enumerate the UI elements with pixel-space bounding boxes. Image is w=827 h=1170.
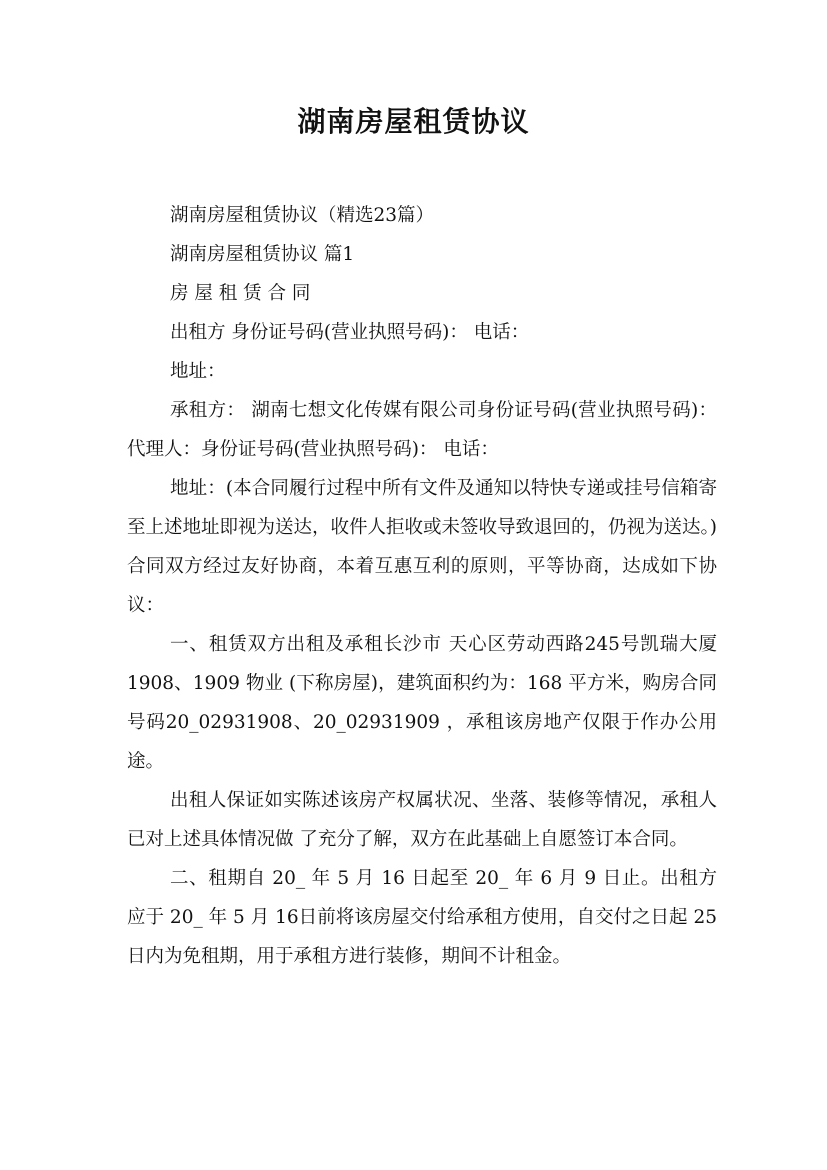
- document-title: 湖南房屋租赁协议: [297, 105, 530, 138]
- paragraph-contract-heading: 房 屋 租 赁 合 同: [170, 283, 311, 304]
- paragraph-lessor-address: 地址：: [170, 361, 226, 382]
- paragraph-clause-2: 二、租期自 20_ 年 5 月 16 日起至 20_ 年 6 月 9 日止。出租方 应于 20_ 年 5 月 16日前将该房屋交付给承租方使用，自交付之日起 25 日内为免租期，用于承租方进行装修，期间不计租金。: [127, 868, 717, 967]
- document-body: [127, 196, 717, 976]
- paragraph-lessee: 承租方： 湖南七想文化传媒有限公司身份证号码(营业执照号码)： 代理人：身份证号码(营业执照号码)： 电话：: [127, 400, 717, 460]
- paragraph-section-heading: 湖南房屋租赁协议 篇1: [170, 244, 355, 265]
- paragraph-lessor-guarantee: 出租人保证如实陈述该房产权属状况、坐落、装修等情况，承租人已对上述具体情况做 了充分了解，双方在此基础上自愿签订本合同。: [127, 790, 717, 850]
- paragraph-subtitle: 湖南房屋租赁协议（精选23篇）: [170, 205, 435, 226]
- paragraph-clause-1: 一、租赁双方出租及承租长沙市 天心区劳动西路245号凯瑞大厦1908、1909 物业 (下称房屋)，建筑面积约为：168 平方米，购房合同号码20_02931908、20_02931909 ，承租该房地产仅限于作办公用途。: [127, 634, 717, 772]
- paragraph-address-notice: 地址：(本合同履行过程中所有文件及通知以特快专递或挂号信箱寄至上述地址即视为送达，收件人拒收或未签收导致退回的，仍视为送达。)合同双方经过友好协商，本着互惠互利的原则，平等协商，达成如下协议：: [127, 478, 717, 616]
- paragraph-lessor: 出租方 身份证号码(营业执照号码)： 电话：: [170, 322, 530, 343]
